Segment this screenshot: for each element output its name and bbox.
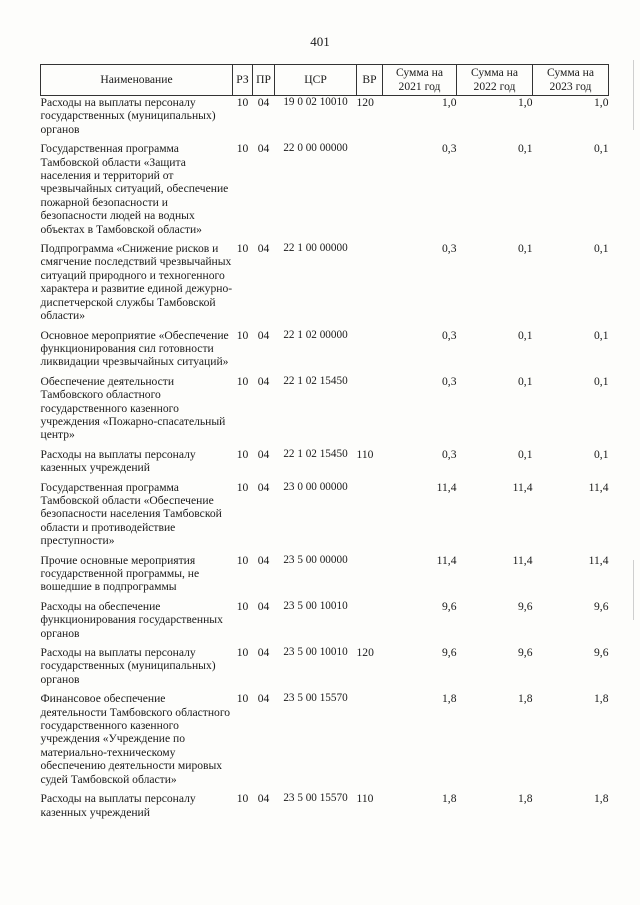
row-name: Расходы на выплаты персоналу казенных учреждений (40, 447, 196, 475)
row-rz: 10 (236, 447, 249, 461)
row-sum-2023: 0,1 (594, 142, 609, 156)
table-row (41, 448, 609, 481)
row-vr: 120 (356, 96, 374, 109)
row-sum-2023: 1,8 (594, 692, 609, 706)
row-sum-2022: 11,4 (512, 480, 533, 494)
row-pr: 04 (257, 646, 270, 660)
row-rz: 10 (236, 553, 249, 567)
row-sum-2022: 1,0 (518, 96, 533, 109)
row-name: Расходы на выплаты персоналу государственных (муниципальных) органов (40, 96, 216, 136)
row-csr: 23 5 00 10010 (283, 646, 348, 659)
row-rz: 10 (236, 374, 249, 388)
table-row (41, 242, 609, 328)
row-pr: 04 (257, 447, 270, 461)
row-csr: 23 5 00 10010 (283, 599, 348, 612)
row-sum-2022: 9,6 (518, 599, 533, 613)
row-sum-2023: 0,1 (594, 447, 609, 461)
row-sum-2021: 1,8 (442, 692, 457, 706)
row-sum-2022: 9,6 (518, 646, 533, 660)
row-sum-2022: 0,1 (518, 374, 533, 388)
row-vr (357, 554, 383, 600)
scan-edge-mark (633, 560, 634, 620)
row-sum-2022: 0,1 (518, 447, 533, 461)
table-row (41, 375, 609, 448)
row-vr (357, 375, 383, 448)
row-pr: 04 (257, 553, 270, 567)
table-row (41, 96, 609, 143)
header-sum-2023: Сумма на 2023 год (533, 65, 609, 96)
row-name: Финансовое обеспечение деятельности Тамбовского областного государственного казенного учреждения «Учреждение по материально-техническому обеспечению деятельности мировых судей Тамбовской области» (40, 692, 231, 786)
row-pr: 04 (257, 480, 270, 494)
row-vr: 110 (356, 792, 374, 806)
row-vr (357, 329, 383, 375)
row-sum-2021: 11,4 (436, 480, 457, 494)
row-sum-2023: 11,4 (588, 553, 609, 567)
row-rz: 10 (236, 792, 249, 806)
row-name: Обеспечение деятельности Тамбовского областного государственного казенного учреждения «Пожарно-спасательный центр» (40, 374, 226, 442)
row-name: Основное мероприятие «Обеспечение функционирования сил готовности ликвидации чрезвычайных ситуаций» (40, 328, 229, 369)
header-name: Наименование (41, 65, 233, 96)
row-name: Подпрограмма «Снижение рисков и смягчение последствий чрезвычайных ситуаций природного и техногенного характера и развитие единой дежурно-диспетчерской службы Тамбовской области» (40, 242, 233, 323)
table-row (41, 481, 609, 554)
row-csr: 23 5 00 15570 (283, 692, 348, 705)
row-rz: 10 (236, 646, 249, 660)
row-sum-2021: 9,6 (442, 646, 457, 660)
row-rz: 10 (236, 692, 249, 706)
row-name: Прочие основные мероприятия государственной программы, не вошедшие в подпрограммы (40, 553, 200, 594)
row-sum-2021: 0,3 (442, 374, 457, 388)
row-sum-2023: 9,6 (594, 599, 609, 613)
row-csr: 23 0 00 00000 (283, 480, 348, 493)
row-csr: 22 1 02 15450 (283, 374, 348, 387)
header-csr: ЦСР (275, 65, 357, 96)
row-csr: 22 1 02 00000 (283, 328, 348, 341)
table-row (41, 792, 609, 825)
table-row (41, 646, 609, 692)
row-name: Расходы на выплаты персоналу казенных учреждений (40, 792, 196, 819)
row-csr: 22 1 00 00000 (283, 242, 348, 255)
table-row (41, 329, 609, 375)
row-name: Расходы на обеспечение функционирования государственных органов (40, 599, 223, 640)
row-vr (357, 481, 383, 554)
row-pr: 04 (257, 374, 270, 388)
row-rz: 10 (236, 142, 249, 156)
row-vr: 120 (356, 646, 374, 660)
row-rz: 10 (236, 599, 249, 613)
row-csr: 22 0 00 00000 (283, 142, 348, 155)
row-rz: 10 (236, 242, 249, 256)
table-body (41, 96, 609, 825)
scan-edge-mark (633, 60, 634, 130)
row-name: Государственная программа Тамбовской области «Обеспечение безопасности населения Тамбовской области и противодействие преступности» (40, 480, 222, 548)
row-sum-2022: 1,8 (518, 692, 533, 706)
row-sum-2021: 11,4 (436, 553, 457, 567)
row-sum-2022: 0,1 (518, 142, 533, 156)
row-sum-2021: 0,3 (442, 328, 457, 342)
table-row (41, 692, 609, 792)
row-sum-2023: 0,1 (594, 374, 609, 388)
row-pr: 04 (257, 599, 270, 613)
table-row (41, 554, 609, 600)
table-header-row (41, 65, 609, 96)
row-sum-2021: 0,3 (442, 242, 457, 256)
row-name: Государственная программа Тамбовской области «Защита населения и территорий от чрезвычайных ситуаций, обеспечение пожарной безопасности и безопасности людей на водных объектах в Тамбовской области» (40, 142, 229, 236)
row-sum-2022: 11,4 (512, 553, 533, 567)
row-sum-2023: 1,0 (594, 96, 609, 109)
row-sum-2023: 0,1 (594, 328, 609, 342)
row-pr: 04 (257, 692, 270, 706)
row-pr: 04 (257, 242, 270, 256)
row-vr (357, 692, 383, 792)
budget-table (40, 64, 609, 825)
row-rz: 10 (236, 96, 249, 109)
row-pr: 04 (257, 142, 270, 156)
row-sum-2021: 9,6 (442, 599, 457, 613)
row-vr: 110 (356, 447, 374, 461)
header-sum-2021: Сумма на 2021 год (383, 65, 457, 96)
row-csr: 19 0 02 10010 (283, 96, 348, 108)
table-row (41, 600, 609, 646)
row-sum-2021: 0,3 (442, 142, 457, 156)
row-sum-2021: 0,3 (442, 447, 457, 461)
page-number: 401 (310, 34, 330, 49)
row-rz: 10 (236, 480, 249, 494)
row-pr: 04 (257, 328, 270, 342)
row-sum-2021: 1,8 (442, 792, 457, 806)
row-sum-2022: 0,1 (518, 328, 533, 342)
row-sum-2022: 1,8 (518, 792, 533, 806)
row-vr (357, 600, 383, 646)
header-rz: РЗ (233, 65, 253, 96)
row-csr: 22 1 02 15450 (283, 447, 348, 460)
row-sum-2022: 0,1 (518, 242, 533, 256)
row-sum-2023: 11,4 (588, 480, 609, 494)
row-sum-2023: 0,1 (594, 242, 609, 256)
row-csr: 23 5 00 15570 (283, 792, 348, 805)
row-sum-2021: 1,0 (442, 96, 457, 109)
header-pr: ПР (253, 65, 275, 96)
row-csr: 23 5 00 00000 (283, 553, 348, 566)
row-vr (357, 242, 383, 328)
header-sum-2022: Сумма на 2022 год (457, 65, 533, 96)
row-sum-2023: 1,8 (594, 792, 609, 806)
row-name: Расходы на выплаты персоналу государственных (муниципальных) органов (40, 646, 216, 686)
table-row (41, 142, 609, 242)
row-sum-2023: 9,6 (594, 646, 609, 660)
row-pr: 04 (257, 792, 270, 806)
row-pr: 04 (257, 96, 270, 109)
header-vr: ВР (357, 65, 383, 96)
row-vr (357, 142, 383, 242)
row-rz: 10 (236, 328, 249, 342)
